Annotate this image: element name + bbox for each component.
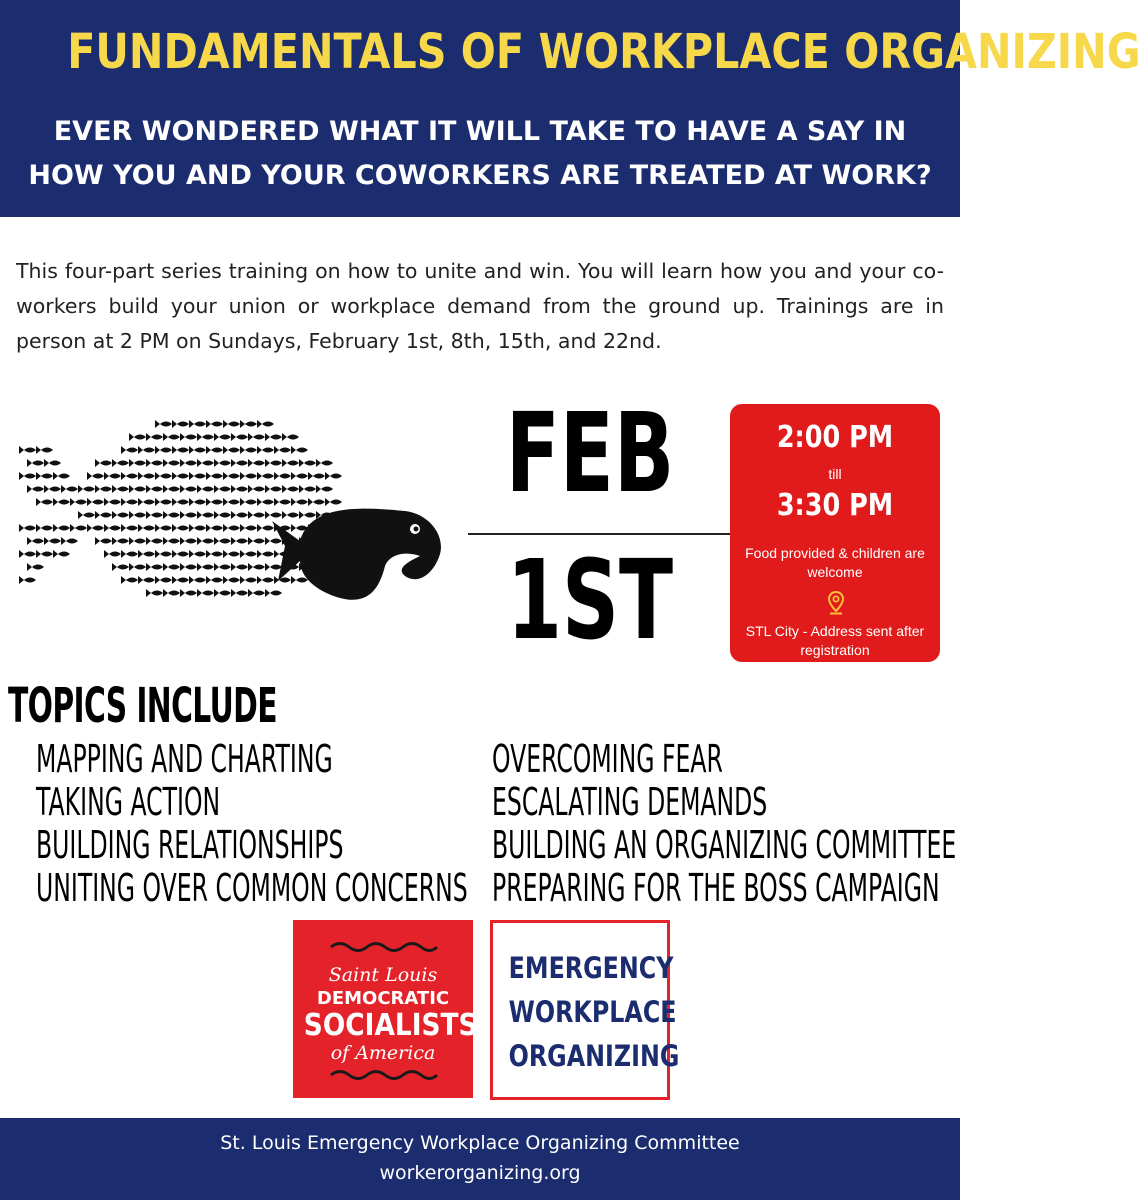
small-fish-icon xyxy=(240,576,257,584)
small-fish-icon xyxy=(189,420,206,428)
small-fish-icon xyxy=(112,485,129,493)
small-fish-icon xyxy=(138,524,155,532)
small-fish-icon xyxy=(291,472,308,480)
small-fish-icon xyxy=(214,563,231,571)
small-fish-icon xyxy=(299,511,316,519)
small-fish-icon xyxy=(19,550,36,558)
small-fish-icon xyxy=(129,459,146,467)
small-fish-icon xyxy=(197,563,214,571)
small-fish-icon xyxy=(274,472,291,480)
small-fish-icon xyxy=(325,498,342,506)
small-fish-icon xyxy=(223,472,240,480)
small-fish-icon xyxy=(27,563,44,571)
small-fish-icon xyxy=(257,576,274,584)
small-fish-icon xyxy=(112,511,129,519)
small-fish-icon xyxy=(19,446,36,454)
small-fish-icon xyxy=(27,537,44,545)
small-fish-icon xyxy=(163,537,180,545)
small-fish-icon xyxy=(223,498,240,506)
small-fish-icon xyxy=(53,550,70,558)
small-fish-icon xyxy=(95,459,112,467)
small-fish-icon xyxy=(155,550,172,558)
small-fish-icon xyxy=(231,563,248,571)
small-fish-icon xyxy=(44,485,61,493)
small-fish-icon xyxy=(257,472,274,480)
small-fish-icon xyxy=(87,498,104,506)
small-fish-icon xyxy=(138,550,155,558)
ewo-logo xyxy=(490,920,680,1100)
small-fish-icon xyxy=(206,498,223,506)
small-fish-icon xyxy=(61,537,78,545)
small-fish-icon xyxy=(223,576,240,584)
small-fish-icon xyxy=(231,485,248,493)
small-fish-icon xyxy=(240,498,257,506)
topic-item: BUILDING AN ORGANIZING COMMITTEE xyxy=(492,823,957,867)
small-fish-icon xyxy=(189,524,206,532)
small-fish-icon xyxy=(214,589,231,597)
footer-website-link[interactable]: workerorganizing.org xyxy=(379,1162,581,1184)
small-fish-icon xyxy=(70,524,87,532)
small-fish-icon xyxy=(121,446,138,454)
dsa-logo-line3: SOCIALISTS xyxy=(303,1008,478,1043)
small-fish-icon xyxy=(78,485,95,493)
small-fish-icon xyxy=(180,485,197,493)
small-fish-icon xyxy=(223,550,240,558)
small-fish-icon xyxy=(138,446,155,454)
wave-icon xyxy=(329,940,437,954)
small-fish-icon xyxy=(291,576,308,584)
small-fish-icon xyxy=(95,485,112,493)
topic-item: PREPARING FOR THE BOSS CAMPAIGN xyxy=(492,866,940,910)
small-fish-icon xyxy=(104,498,121,506)
small-fish-icon xyxy=(282,459,299,467)
small-fish-icon xyxy=(155,446,172,454)
small-fish-icon xyxy=(248,589,265,597)
small-fish-icon xyxy=(112,537,129,545)
small-fish-icon xyxy=(231,511,248,519)
small-fish-icon xyxy=(248,537,265,545)
small-fish-icon xyxy=(206,420,223,428)
topic-item: OVERCOMING FEAR xyxy=(492,737,723,781)
small-fish-icon xyxy=(189,550,206,558)
small-fish-icon xyxy=(299,485,316,493)
date-month: FEB xyxy=(505,389,675,517)
header-banner xyxy=(0,0,1141,217)
small-fish-icon xyxy=(163,563,180,571)
small-fish-icon xyxy=(248,485,265,493)
small-fish-icon xyxy=(248,563,265,571)
small-fish-icon xyxy=(180,563,197,571)
small-fish-icon xyxy=(248,433,265,441)
small-fish-icon xyxy=(214,537,231,545)
small-fish-icon xyxy=(155,420,172,428)
small-fish-icon xyxy=(155,524,172,532)
small-fish-icon xyxy=(121,472,138,480)
small-fish-icon xyxy=(316,485,333,493)
small-fish-icon xyxy=(197,537,214,545)
small-fish-icon xyxy=(197,459,214,467)
small-fish-icon xyxy=(274,498,291,506)
small-fish-icon xyxy=(163,589,180,597)
fish-school-illustration xyxy=(10,386,460,636)
small-fish-icon xyxy=(206,524,223,532)
small-fish-icon xyxy=(274,446,291,454)
small-fish-icon xyxy=(138,498,155,506)
footer-banner xyxy=(0,1118,960,1200)
small-fish-icon xyxy=(95,511,112,519)
subtitle-line-2: HOW YOU AND YOUR COWORKERS ARE TREATED AT WORK? xyxy=(28,160,932,191)
small-fish-icon xyxy=(197,511,214,519)
small-fish-icon xyxy=(240,472,257,480)
small-fish-icon xyxy=(206,550,223,558)
topic-item: UNITING OVER COMMON CONCERNS xyxy=(36,866,468,910)
small-fish-icon xyxy=(78,511,95,519)
small-fish-icon xyxy=(172,550,189,558)
small-fish-icon xyxy=(180,537,197,545)
small-fish-icon xyxy=(282,433,299,441)
small-fish-icon xyxy=(214,485,231,493)
small-fish-icon xyxy=(214,459,231,467)
topic-item: MAPPING AND CHARTING xyxy=(36,737,333,781)
small-fish-icon xyxy=(257,498,274,506)
small-fish-icon xyxy=(265,563,282,571)
subtitle-line-1: EVER WONDERED WHAT IT WILL TAKE TO HAVE A SAY IN xyxy=(53,116,907,147)
small-fish-icon xyxy=(223,446,240,454)
small-fish-icon xyxy=(146,537,163,545)
small-fish-icon xyxy=(104,524,121,532)
small-fish-icon xyxy=(163,485,180,493)
small-fish-icon xyxy=(36,472,53,480)
end-time: 3:30 PM xyxy=(776,488,894,523)
small-fish-icon xyxy=(129,511,146,519)
small-fish-icon xyxy=(231,589,248,597)
small-fish-icon xyxy=(121,576,138,584)
small-fish-icon xyxy=(308,498,325,506)
small-fish-icon xyxy=(231,433,248,441)
small-fish-icon xyxy=(163,459,180,467)
small-fish-icon xyxy=(248,511,265,519)
small-fish-icon xyxy=(61,485,78,493)
dsa-logo-line4: of America xyxy=(330,1042,436,1064)
small-fish-icon xyxy=(308,472,325,480)
small-fish-icon xyxy=(146,459,163,467)
small-fish-icon xyxy=(112,459,129,467)
small-fish-icon xyxy=(146,433,163,441)
small-fish-icon xyxy=(95,537,112,545)
small-fish-icon xyxy=(265,433,282,441)
small-fish-icon xyxy=(163,433,180,441)
small-fish-icon xyxy=(189,446,206,454)
small-fish-icon xyxy=(36,550,53,558)
small-fish-icon xyxy=(240,420,257,428)
small-fish-icon xyxy=(155,498,172,506)
intro-paragraph: This four-part series training on how to unite and win. You will learn how you and your co-workers build your union or workplace demand from the ground up. Trainings are in person at 2 PM on Sundays, February 1st, 8th, 15th, and 22nd. xyxy=(16,259,944,353)
small-fish-icon xyxy=(189,576,206,584)
ewo-logo-line1: EMERGENCY xyxy=(508,951,674,985)
small-fish-icon xyxy=(129,537,146,545)
small-fish-icon xyxy=(172,576,189,584)
small-fish-icon xyxy=(214,433,231,441)
small-fish-icon xyxy=(316,459,333,467)
topics-heading: TOPICS INCLUDE xyxy=(8,678,277,734)
date-day: 1ST xyxy=(506,536,674,664)
small-fish-icon xyxy=(146,511,163,519)
small-fish-icon xyxy=(265,537,282,545)
small-fish-icon xyxy=(265,485,282,493)
small-fish-icon xyxy=(53,498,70,506)
small-fish-icon xyxy=(197,589,214,597)
small-fish-icon xyxy=(240,446,257,454)
topic-item: ESCALATING DEMANDS xyxy=(492,780,768,824)
big-fish-icon xyxy=(272,509,441,600)
small-fish-icon xyxy=(257,420,274,428)
small-fish-icon xyxy=(197,433,214,441)
location-pin-icon xyxy=(827,591,845,615)
small-fish-icon xyxy=(197,485,214,493)
dsa-logo-line1: Saint Louis xyxy=(328,964,438,986)
small-fish-icon xyxy=(104,550,121,558)
ewo-logo-line3: ORGANIZING xyxy=(508,1039,680,1073)
small-fish-icon xyxy=(257,446,274,454)
small-fish-icon xyxy=(19,524,36,532)
small-fish-icon xyxy=(265,589,282,597)
small-fish-icon xyxy=(129,433,146,441)
small-fish-icon xyxy=(104,472,121,480)
small-fish-icon xyxy=(231,459,248,467)
small-fish-icon xyxy=(172,446,189,454)
small-fish-icon xyxy=(163,511,180,519)
food-note: Food provided & children are welcome xyxy=(745,545,925,580)
small-fish-icon xyxy=(19,576,36,584)
small-fish-icon xyxy=(180,511,197,519)
small-fish-icon xyxy=(189,498,206,506)
ewo-logo-line2: WORKPLACE xyxy=(508,995,677,1029)
small-fish-icon xyxy=(180,459,197,467)
small-fish-icon xyxy=(172,498,189,506)
small-fish-icon xyxy=(87,524,104,532)
small-fish-icon xyxy=(282,511,299,519)
small-fish-icon xyxy=(206,576,223,584)
small-fish-icon xyxy=(274,576,291,584)
location-note: STL City - Address sent after registration xyxy=(745,623,925,658)
small-fish-icon xyxy=(265,511,282,519)
small-fish-icon xyxy=(36,498,53,506)
small-fish-icon xyxy=(44,459,61,467)
small-fish-icon xyxy=(291,446,308,454)
small-fish-icon xyxy=(223,420,240,428)
small-fish-icon xyxy=(121,524,138,532)
small-fish-icon xyxy=(129,485,146,493)
small-fish-icon xyxy=(121,550,138,558)
small-fish-icon xyxy=(240,524,257,532)
small-fish-icon xyxy=(112,563,129,571)
small-fish-icon xyxy=(265,459,282,467)
start-time: 2:00 PM xyxy=(776,420,894,455)
small-fish-icon xyxy=(146,563,163,571)
small-fish-icon xyxy=(155,472,172,480)
small-fish-icon xyxy=(282,485,299,493)
small-fish-icon xyxy=(206,446,223,454)
wave-icon xyxy=(329,1068,437,1082)
small-fish-icon xyxy=(87,472,104,480)
time-card xyxy=(730,404,940,662)
small-fish-icon xyxy=(214,511,231,519)
small-fish-icon xyxy=(325,472,342,480)
small-fish-icon xyxy=(36,446,53,454)
small-fish-icon xyxy=(172,420,189,428)
topic-item: BUILDING RELATIONSHIPS xyxy=(36,823,344,867)
small-fish-icon xyxy=(189,472,206,480)
small-fish-icon xyxy=(155,576,172,584)
small-fish-icon xyxy=(129,563,146,571)
small-fish-icon xyxy=(240,550,257,558)
dsa-logo xyxy=(293,920,478,1098)
small-fish-icon xyxy=(180,433,197,441)
small-fish-icon xyxy=(138,472,155,480)
small-fish-icon xyxy=(53,472,70,480)
small-fish-icon xyxy=(231,537,248,545)
small-fish-icon xyxy=(248,459,265,467)
small-fish-icon xyxy=(53,524,70,532)
small-fish-icon xyxy=(44,537,61,545)
small-fish-icon xyxy=(180,589,197,597)
small-fish-icon xyxy=(257,550,274,558)
small-fish-icon xyxy=(206,472,223,480)
small-fish-icon xyxy=(146,485,163,493)
topic-item: TAKING ACTION xyxy=(36,780,221,824)
small-fish-icon xyxy=(223,524,240,532)
small-fish-icon xyxy=(36,524,53,532)
small-fish-icon xyxy=(291,498,308,506)
small-fish-icon xyxy=(146,589,163,597)
small-fish-icon xyxy=(172,472,189,480)
small-fish-icon xyxy=(257,524,274,532)
small-fish-icon xyxy=(27,459,44,467)
till-label: till xyxy=(828,466,842,482)
small-fish-icon xyxy=(27,485,44,493)
small-fish-icon xyxy=(299,459,316,467)
small-fish-icon xyxy=(138,576,155,584)
page-title: FUNDAMENTALS OF WORKPLACE ORGANIZING xyxy=(67,24,1141,80)
small-fish-icon xyxy=(19,472,36,480)
small-fish-icon xyxy=(70,498,87,506)
dsa-logo-line2: DEMOCRATIC xyxy=(316,988,450,1009)
small-fish-icon xyxy=(172,524,189,532)
small-fish-icon xyxy=(121,498,138,506)
footer-organization: St. Louis Emergency Workplace Organizing Committee xyxy=(220,1132,740,1154)
